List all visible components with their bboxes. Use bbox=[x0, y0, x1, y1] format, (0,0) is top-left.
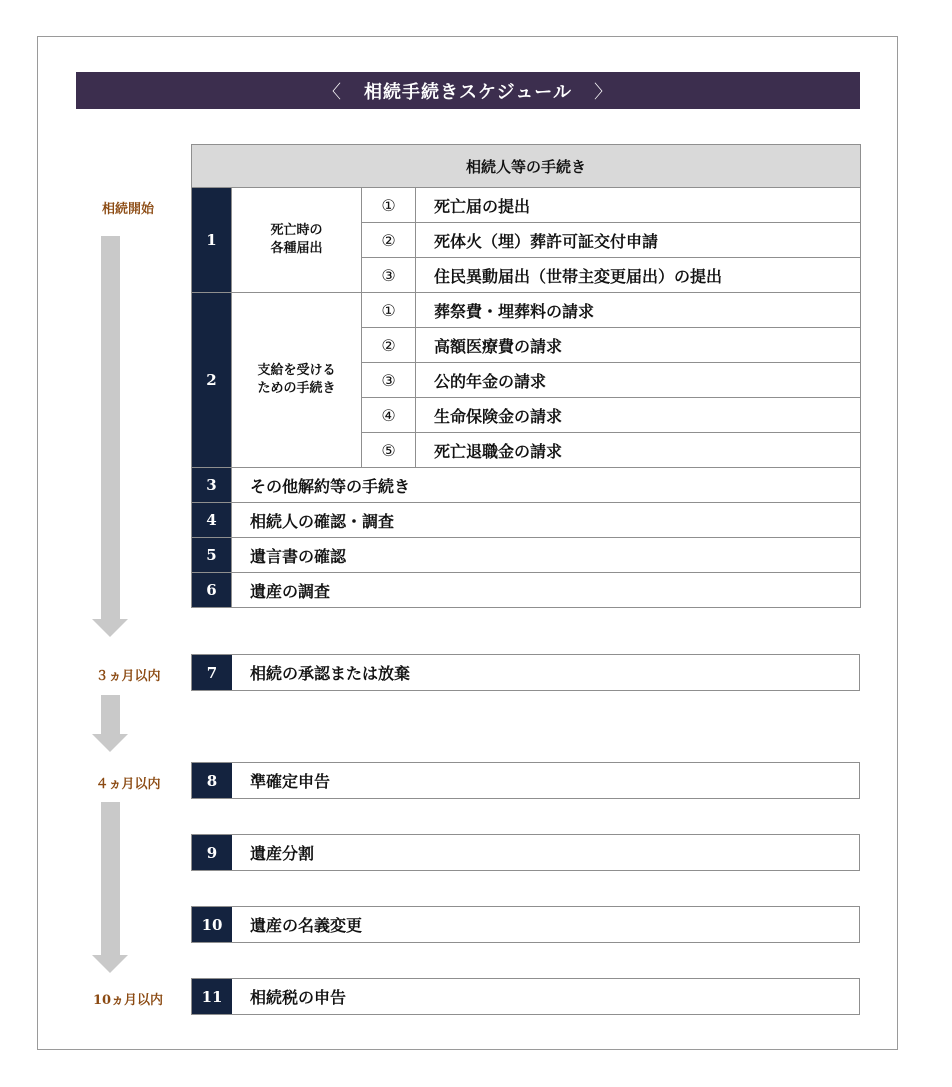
row-text: 遺産の調査 bbox=[232, 573, 861, 608]
timeline-4-month-label: ４ヵ月以内 bbox=[95, 777, 161, 792]
step-box bbox=[191, 834, 860, 871]
page-title: 相続手続きスケジュール bbox=[364, 81, 572, 103]
row-text: 相続人の確認・調査 bbox=[232, 503, 861, 538]
step-text: 遺産分割 bbox=[250, 844, 315, 863]
step-number: 10 bbox=[192, 907, 232, 942]
item-mark: ② bbox=[362, 223, 416, 258]
timeline-start-label: 相続開始 bbox=[101, 202, 154, 217]
step-box bbox=[191, 906, 860, 943]
step-box bbox=[191, 654, 860, 691]
item-text: 生命保険金の請求 bbox=[416, 398, 861, 433]
table-header: 相続人等の手続き bbox=[192, 145, 861, 188]
item-mark: ③ bbox=[362, 363, 416, 398]
step-text: 準確定申告 bbox=[250, 772, 331, 791]
step-number: 11 bbox=[192, 979, 232, 1014]
row-number: 2 bbox=[192, 293, 232, 468]
row-number: 6 bbox=[192, 573, 232, 608]
table-row bbox=[192, 468, 861, 503]
table-row bbox=[192, 538, 861, 573]
item-mark: ② bbox=[362, 328, 416, 363]
step-number: 7 bbox=[192, 655, 232, 690]
step-text: 相続税の申告 bbox=[250, 988, 347, 1007]
table-row bbox=[192, 573, 861, 608]
row-text: 遺言書の確認 bbox=[232, 538, 861, 573]
group-label: 支給を受ける ための手続き bbox=[232, 293, 362, 468]
step-text: 遺産の名義変更 bbox=[250, 916, 363, 935]
item-text: 死亡届の提出 bbox=[416, 188, 861, 223]
table-row bbox=[192, 188, 861, 223]
item-text: 葬祭費・埋葬料の請求 bbox=[416, 293, 861, 328]
row-number: 1 bbox=[192, 188, 232, 293]
group-label: 死亡時の 各種届出 bbox=[232, 188, 362, 293]
item-text: 高額医療費の請求 bbox=[416, 328, 861, 363]
step-number: 8 bbox=[192, 763, 232, 798]
timeline-3-month-label: ３ヵ月以内 bbox=[95, 669, 161, 684]
item-mark: ⑤ bbox=[362, 433, 416, 468]
table-row bbox=[192, 293, 861, 328]
item-text: 住民異動届出（世帯主変更届出）の提出 bbox=[416, 258, 861, 293]
row-number: 3 bbox=[192, 468, 232, 503]
item-text: 公的年金の請求 bbox=[416, 363, 861, 398]
item-mark: ③ bbox=[362, 258, 416, 293]
step-number: 9 bbox=[192, 835, 232, 870]
bracket-left: 〈 bbox=[323, 81, 343, 103]
step-text: 相続の承認または放棄 bbox=[250, 664, 411, 683]
bracket-right: 〉 bbox=[593, 81, 613, 103]
step-box bbox=[191, 978, 860, 1015]
item-mark: ① bbox=[362, 293, 416, 328]
procedures-table bbox=[191, 144, 861, 608]
title-banner bbox=[76, 72, 860, 109]
item-mark: ④ bbox=[362, 398, 416, 433]
item-mark: ① bbox=[362, 188, 416, 223]
item-text: 死亡退職金の請求 bbox=[416, 433, 861, 468]
table-row bbox=[192, 503, 861, 538]
item-text: 死体火（埋）葬許可証交付申請 bbox=[416, 223, 861, 258]
timeline-10-month-label: 10ヵ月以内 bbox=[92, 993, 164, 1008]
step-box bbox=[191, 762, 860, 799]
row-number: 4 bbox=[192, 503, 232, 538]
row-number: 5 bbox=[192, 538, 232, 573]
row-text: その他解約等の手続き bbox=[232, 468, 861, 503]
